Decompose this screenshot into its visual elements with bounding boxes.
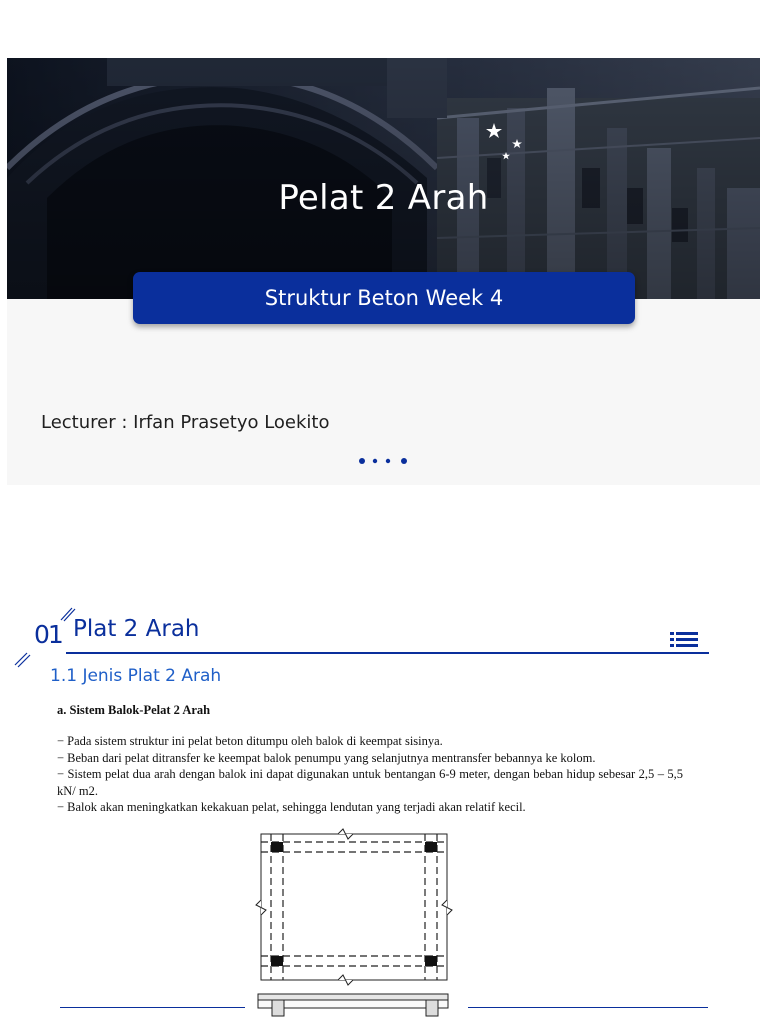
section-title: Plat 2 Arah [73, 616, 200, 642]
bullet-text: − Balok akan meningkatkan kekakuan pelat, sehingga lendutan yang terjadi akan relatif kecil. [57, 800, 526, 815]
section-number: 01 [34, 620, 62, 649]
bullet-text: − Beban dari pelat ditransfer ke keempat balok penumpu yang selanjutnya mentransfer bebannya ke kolom. [57, 750, 596, 765]
bullet-text: − Pada sistem struktur ini pelat beton ditumpu oleh balok di keempat sisinya. [57, 734, 443, 749]
footer-rule [468, 1007, 708, 1008]
list-menu-icon[interactable] [670, 631, 700, 649]
section-divider [66, 652, 709, 654]
content-slide [0, 600, 768, 1024]
subtitle-banner: Struktur Beton Week 4 [133, 272, 635, 324]
stars-icon [485, 120, 525, 164]
subsection-title: 1.1 Jenis Plat 2 Arah [50, 666, 222, 686]
slide-title: Pelat 2 Arah [278, 178, 489, 218]
lecturer-label: Lecturer : Irfan Prasetyo Loekito [41, 412, 330, 433]
decorative-dots [358, 456, 410, 466]
slash-decoration-icon [14, 650, 32, 668]
footer-rule [60, 1007, 245, 1008]
title-slide [7, 58, 760, 485]
document-excerpt [57, 702, 683, 815]
bullet-text: − Sistem pelat dua arah dengan balok ini dapat digunakan untuk bentangan 6-9 meter, dengan beban hidup sebesar 2,5 – 5,5 kN/ m2. [57, 767, 683, 798]
document-heading: a. Sistem Balok-Pelat 2 Arah [57, 703, 211, 717]
slab-plan-drawing [250, 828, 454, 1018]
